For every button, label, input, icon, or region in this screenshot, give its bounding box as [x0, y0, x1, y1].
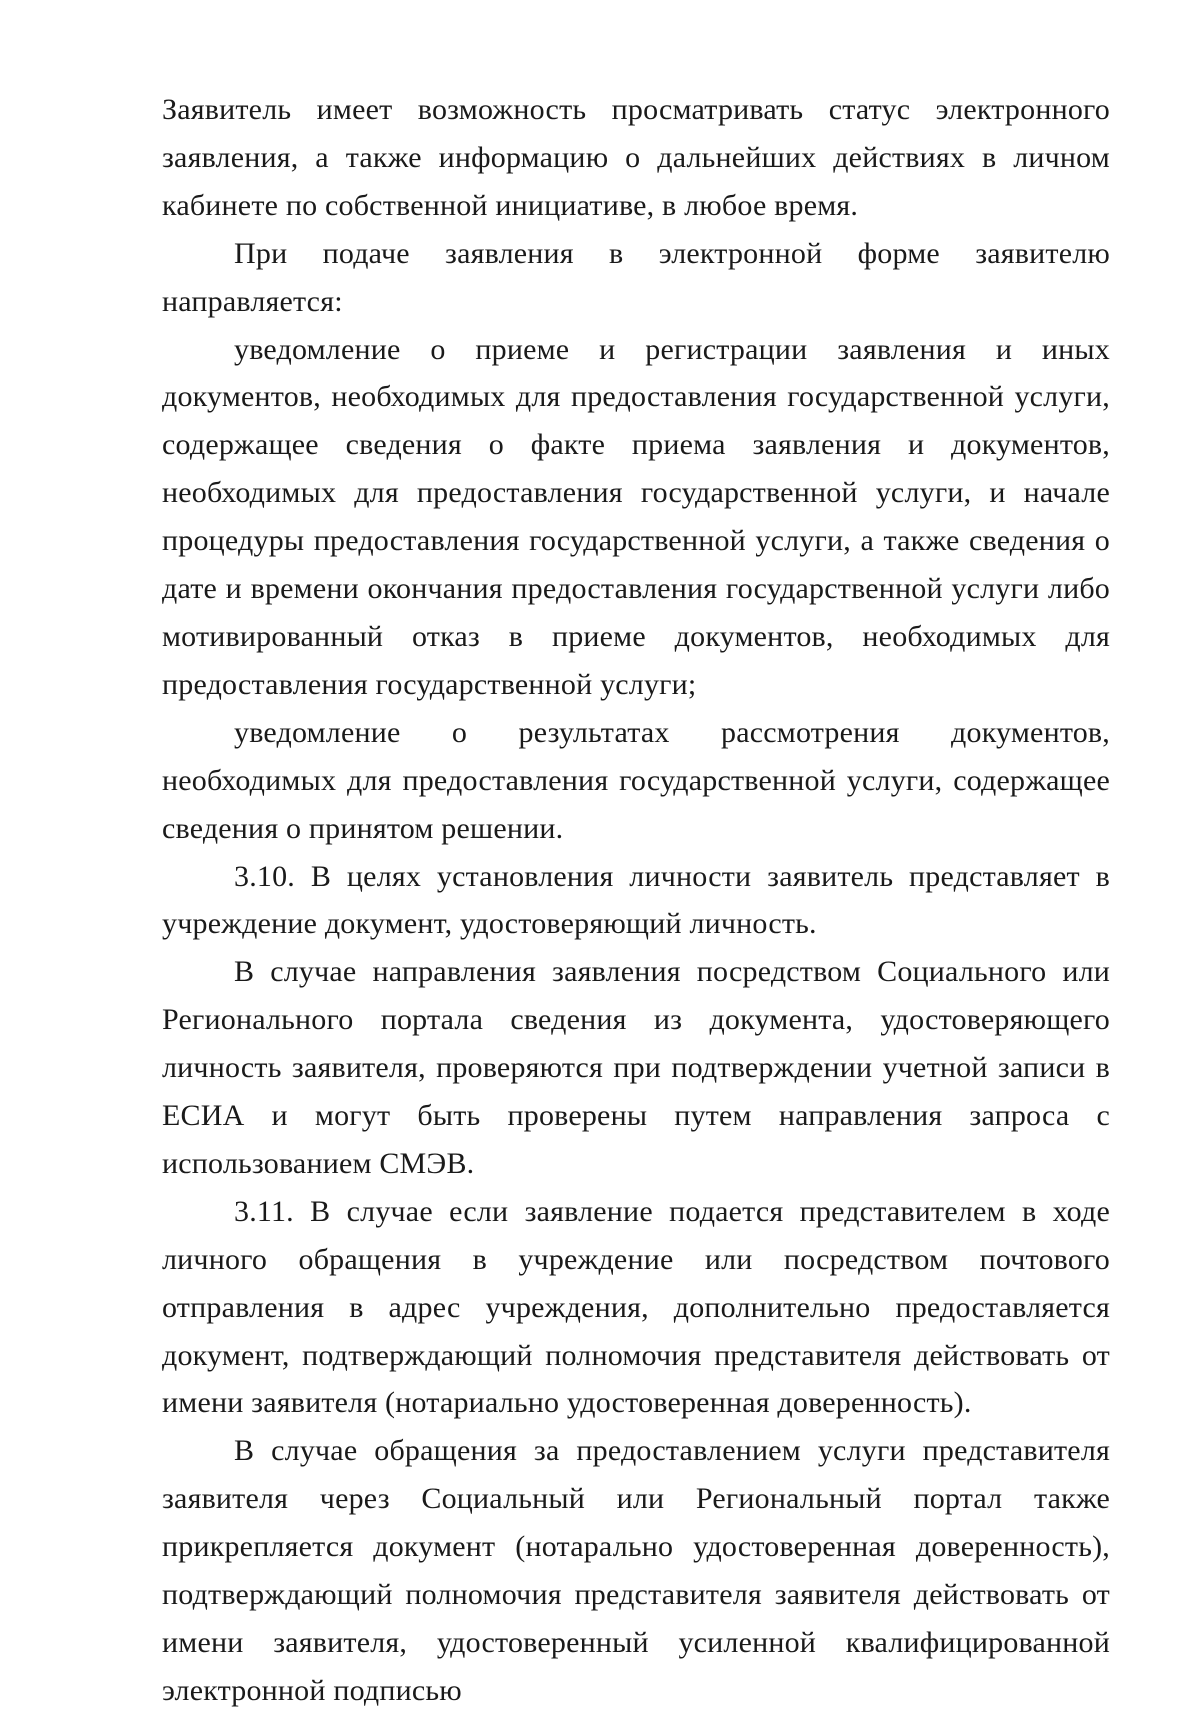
paragraph-3-11: 3.11. В случае если заявление подается представителем в ходе личного обращения в учреждение или посредством почтового отправления в адрес учреждения, дополнительно предоставляется документ, подтверждающий полномочия представителя действовать от имени заявителя (нотариально удостоверенная доверенность). — [162, 1194, 1110, 1420]
paragraph-status-info: Заявитель имеет возможность просматривать статус электронного заявления, а также информацию о дальнейших действиях в личном кабинете по собственной инициативе, в любое время. — [162, 93, 1110, 222]
paragraph-portal-identity: В случае направления заявления посредством Социального или Регионального портала сведения из документа, удостоверяющего личность заявителя, проверяются при подтверждении учетной записи в ЕСИА и могут быть проверены путем направления запроса с использованием СМЭВ. — [162, 955, 1110, 1180]
paragraph-3-10: 3.10. В целях установления личности заявитель представляет в учреждение документ, удостоверяющий личность. — [162, 859, 1110, 941]
document-page — [162, 86, 1110, 1715]
paragraph-result-notification: уведомление о результатах рассмотрения документов, необходимых для предоставления государственной услуги, содержащее сведения о принятом решении. — [162, 715, 1110, 845]
paragraph-representative-portal: В случае обращения за предоставлением услуги представителя заявителя через Социальный или Региональный портал также прикрепляется документ (нотарально удостоверенная доверенность), подтверждающий полномочия представителя заявителя действовать от имени заявителя, удостоверенный усиленной квалифицированной электронной подписью — [162, 1434, 1110, 1707]
paragraph-electronic-submission: При подаче заявления в электронной форме заявителю направляется: — [162, 236, 1110, 318]
paragraph-receipt-notification: уведомление о приеме и регистрации заявления и иных документов, необходимых для предоставления государственной услуги, содержащее сведения о факте приема заявления и документов, необходимых для предоставления государственной услуги, и начале процедуры предоставления государственной услуги, а также сведения о дате и времени окончания предоставления государственной услуги либо мотивированный отказ в приеме документов, необходимых для предоставления государственной услуги; — [162, 332, 1110, 701]
